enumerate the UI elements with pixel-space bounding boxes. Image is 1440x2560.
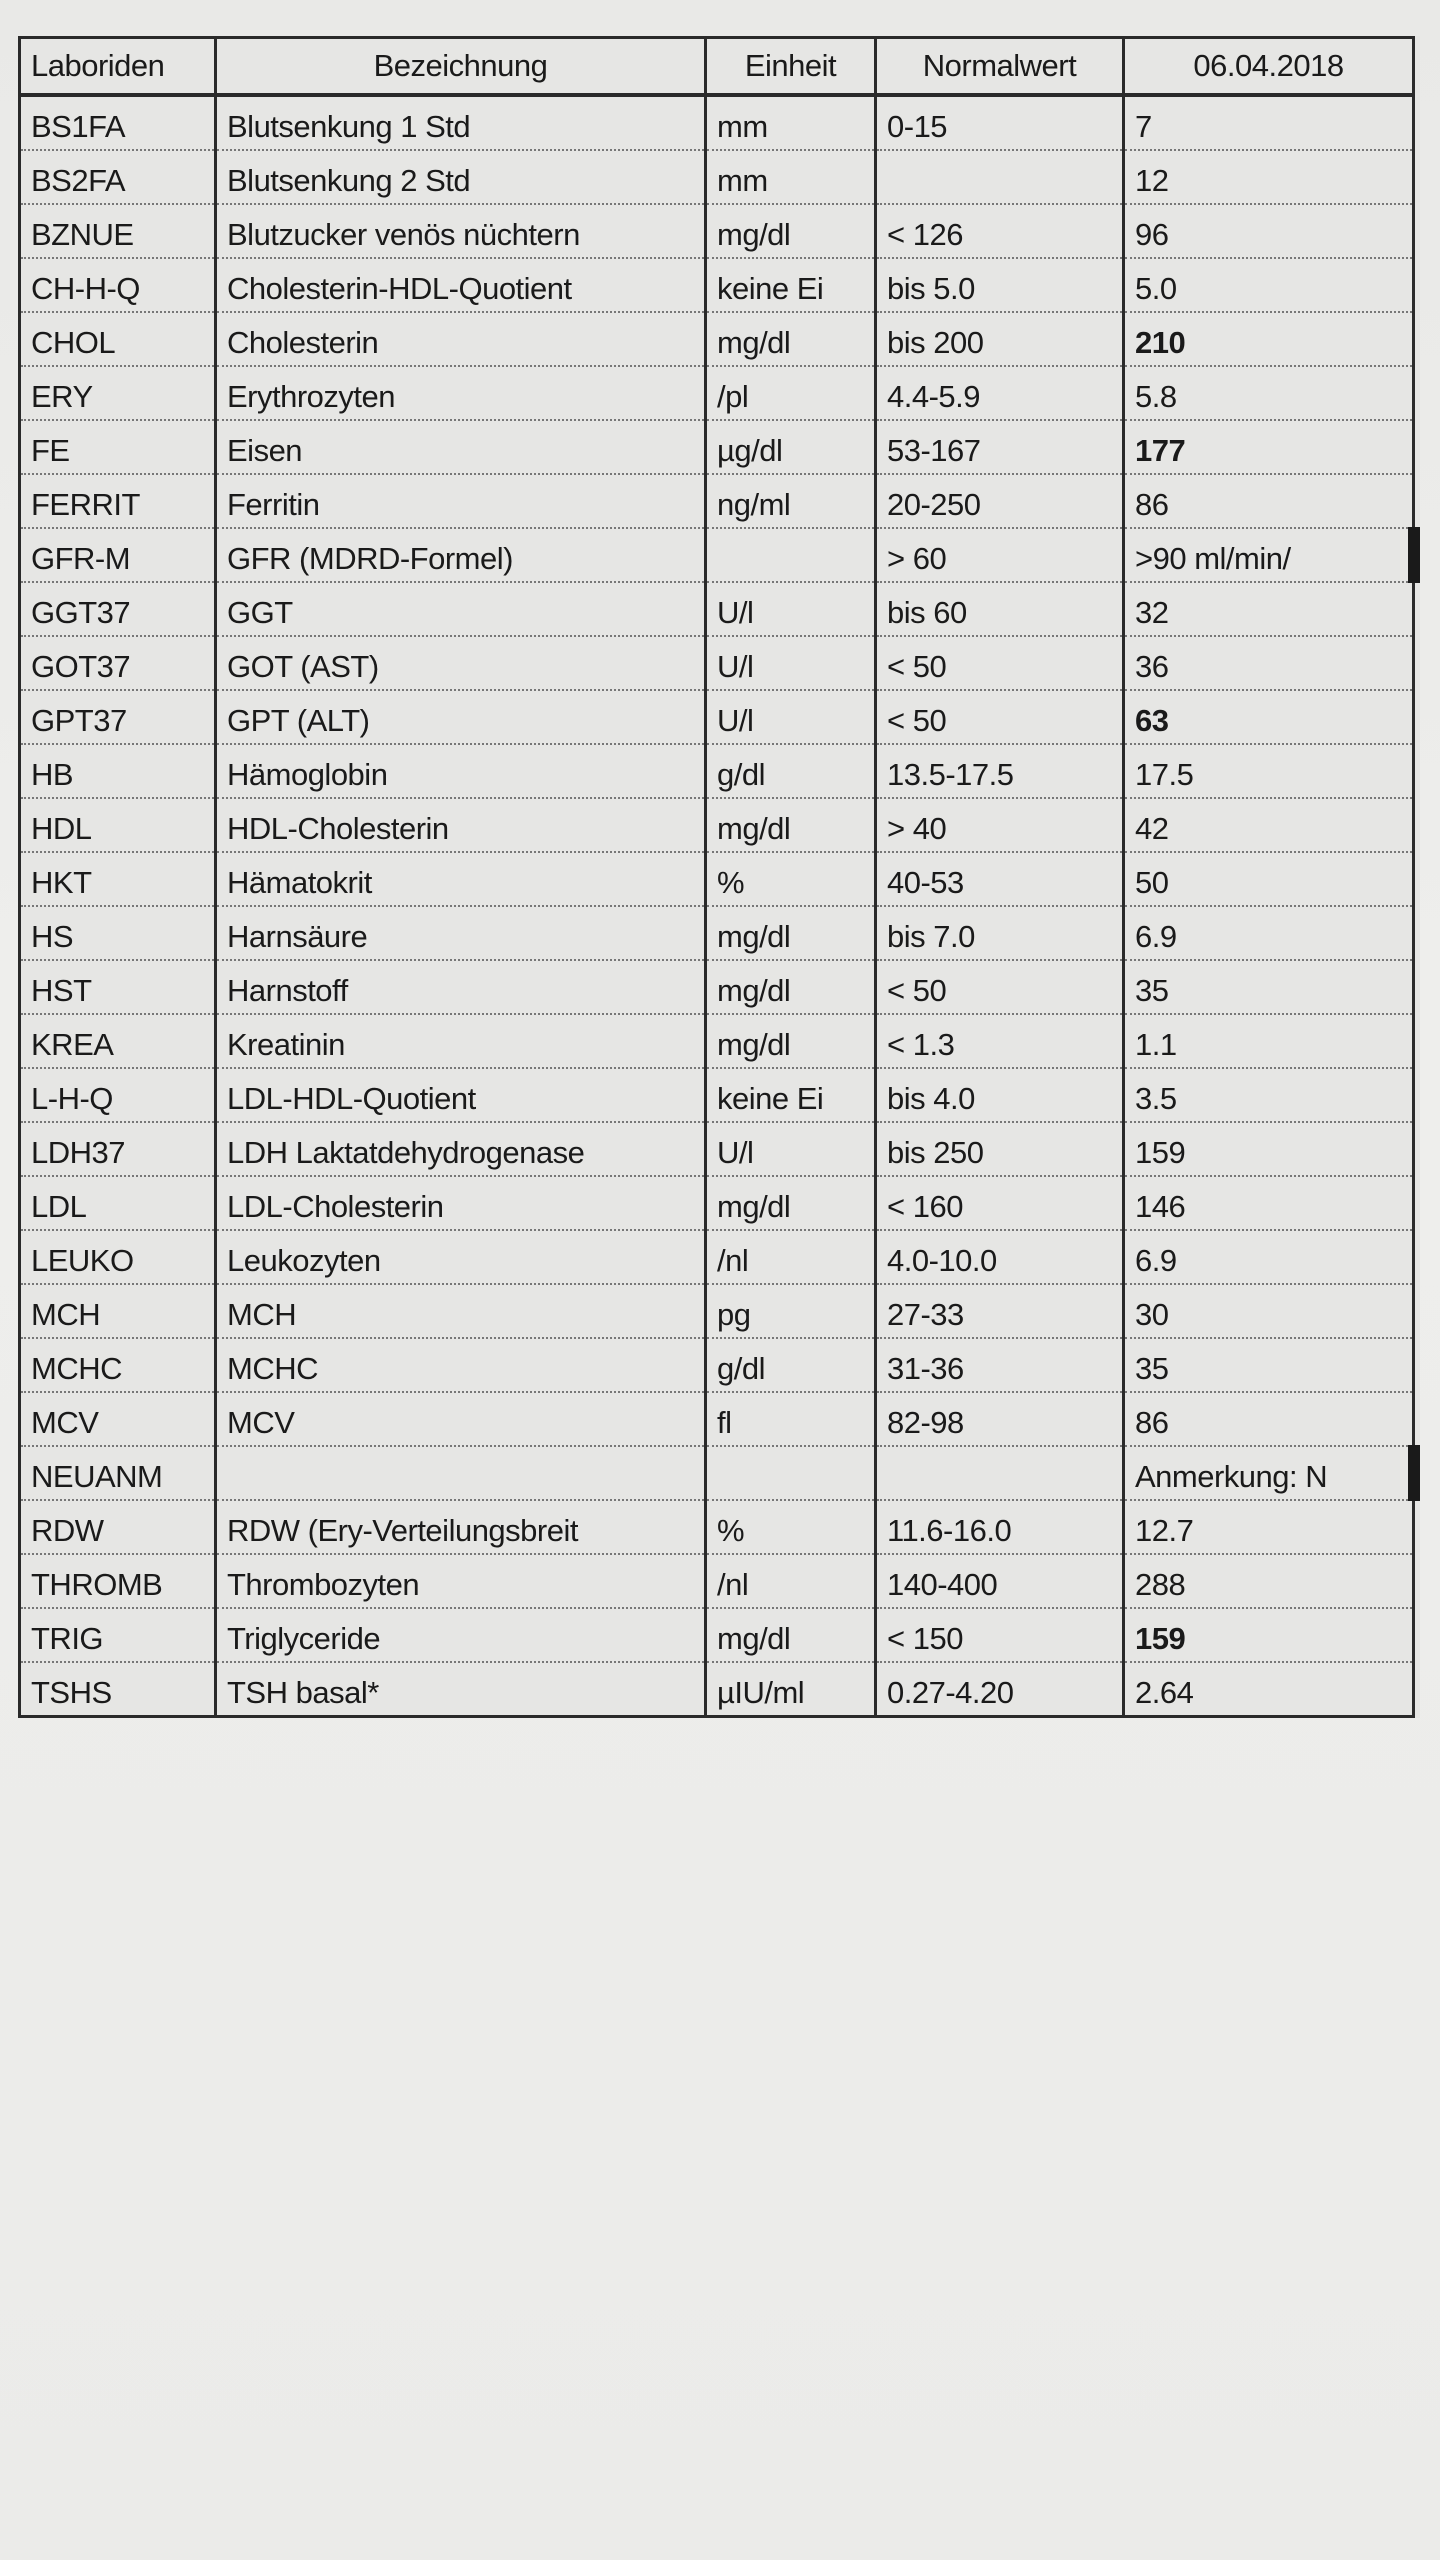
lab-id-cell: NEUANM (20, 1446, 216, 1500)
table-row (20, 636, 1414, 690)
test-name-cell: HDL-Cholesterin (216, 798, 706, 852)
result-value-cell: 17.5 (1124, 744, 1414, 798)
table-row (20, 366, 1414, 420)
normal-range-cell: 82-98 (876, 1392, 1124, 1446)
test-name-cell: MCV (216, 1392, 706, 1446)
lab-id-cell: HB (20, 744, 216, 798)
lab-id-cell: GOT37 (20, 636, 216, 690)
result-value-cell: 1.1 (1124, 1014, 1414, 1068)
table-row (20, 528, 1414, 582)
result-value-cell: 7 (1124, 95, 1414, 150)
normal-range-cell (876, 150, 1124, 204)
table-row (20, 1608, 1414, 1662)
test-name-cell: Blutsenkung 1 Std (216, 95, 706, 150)
test-name-cell: Harnstoff (216, 960, 706, 1014)
lab-id-cell: HS (20, 906, 216, 960)
normal-range-cell: bis 5.0 (876, 258, 1124, 312)
table-row (20, 1068, 1414, 1122)
lab-id-cell: RDW (20, 1500, 216, 1554)
table-row (20, 95, 1414, 150)
result-value-cell: 63 (1124, 690, 1414, 744)
normal-range-cell: > 40 (876, 798, 1124, 852)
unit-cell: % (706, 1500, 876, 1554)
result-value-cell: 5.0 (1124, 258, 1414, 312)
lab-id-cell: LDH37 (20, 1122, 216, 1176)
normal-range-cell: 140-400 (876, 1554, 1124, 1608)
result-value-cell: 210 (1124, 312, 1414, 366)
unit-cell: g/dl (706, 744, 876, 798)
unit-cell: µg/dl (706, 420, 876, 474)
table-row (20, 420, 1414, 474)
unit-cell: U/l (706, 690, 876, 744)
test-name-cell: GFR (MDRD-Formel) (216, 528, 706, 582)
test-name-cell: RDW (Ery-Verteilungsbreit (216, 1500, 706, 1554)
header-normalwert: Normalwert (876, 38, 1124, 96)
lab-id-cell: HST (20, 960, 216, 1014)
table-row (20, 582, 1414, 636)
table-row (20, 312, 1414, 366)
unit-cell: mm (706, 95, 876, 150)
table-row (20, 150, 1414, 204)
normal-range-cell: < 1.3 (876, 1014, 1124, 1068)
normal-range-cell: > 60 (876, 528, 1124, 582)
test-name-cell: Ferritin (216, 474, 706, 528)
result-value-cell: >90 ml/min/ (1124, 528, 1414, 582)
table-row (20, 1338, 1414, 1392)
result-value-cell: 6.9 (1124, 906, 1414, 960)
header-bezeichnung: Bezeichnung (216, 38, 706, 96)
normal-range-cell: bis 250 (876, 1122, 1124, 1176)
table-row (20, 1230, 1414, 1284)
result-value-cell: 36 (1124, 636, 1414, 690)
lab-id-cell: LDL (20, 1176, 216, 1230)
unit-cell: g/dl (706, 1338, 876, 1392)
lab-id-cell: GGT37 (20, 582, 216, 636)
lab-id-cell: BS1FA (20, 95, 216, 150)
result-value-cell: 2.64 (1124, 1662, 1414, 1717)
result-value-cell: 35 (1124, 1338, 1414, 1392)
header-date: 06.04.2018 (1124, 38, 1414, 96)
unit-cell: pg (706, 1284, 876, 1338)
test-name-cell: LDL-HDL-Quotient (216, 1068, 706, 1122)
lab-id-cell: MCH (20, 1284, 216, 1338)
normal-range-cell: < 160 (876, 1176, 1124, 1230)
result-value-cell: 50 (1124, 852, 1414, 906)
table-row (20, 258, 1414, 312)
lab-id-cell: MCV (20, 1392, 216, 1446)
unit-cell: /pl (706, 366, 876, 420)
normal-range-cell: 53-167 (876, 420, 1124, 474)
unit-cell: mg/dl (706, 204, 876, 258)
normal-range-cell: 13.5-17.5 (876, 744, 1124, 798)
result-value-cell: 86 (1124, 474, 1414, 528)
normal-range-cell: bis 7.0 (876, 906, 1124, 960)
result-value-cell: 12 (1124, 150, 1414, 204)
lab-id-cell: TRIG (20, 1608, 216, 1662)
test-name-cell: Blutsenkung 2 Std (216, 150, 706, 204)
table-row (20, 690, 1414, 744)
lab-id-cell: CH-H-Q (20, 258, 216, 312)
lab-id-cell: BZNUE (20, 204, 216, 258)
test-name-cell: LDH Laktatdehydrogenase (216, 1122, 706, 1176)
test-name-cell: LDL-Cholesterin (216, 1176, 706, 1230)
unit-cell: mg/dl (706, 960, 876, 1014)
table-row (20, 1176, 1414, 1230)
test-name-cell: Hämoglobin (216, 744, 706, 798)
table-row (20, 852, 1414, 906)
lab-id-cell: TSHS (20, 1662, 216, 1717)
unit-cell: U/l (706, 582, 876, 636)
table-row (20, 474, 1414, 528)
unit-cell: fl (706, 1392, 876, 1446)
table-row (20, 204, 1414, 258)
test-name-cell: Eisen (216, 420, 706, 474)
lab-id-cell: MCHC (20, 1338, 216, 1392)
test-name-cell (216, 1446, 706, 1500)
unit-cell (706, 1446, 876, 1500)
table-body (20, 95, 1414, 1717)
lab-id-cell: GFR-M (20, 528, 216, 582)
result-value-cell: 42 (1124, 798, 1414, 852)
lab-results-table (18, 36, 1420, 1718)
unit-cell: mm (706, 150, 876, 204)
test-name-cell: MCH (216, 1284, 706, 1338)
unit-cell: mg/dl (706, 906, 876, 960)
result-value-cell: 6.9 (1124, 1230, 1414, 1284)
result-value-cell: 288 (1124, 1554, 1414, 1608)
table-row (20, 906, 1414, 960)
normal-range-cell: < 50 (876, 690, 1124, 744)
unit-cell: mg/dl (706, 312, 876, 366)
table-row (20, 1284, 1414, 1338)
normal-range-cell: 4.0-10.0 (876, 1230, 1124, 1284)
test-name-cell: Hämatokrit (216, 852, 706, 906)
unit-cell: U/l (706, 636, 876, 690)
table-row (20, 1122, 1414, 1176)
normal-range-cell: < 50 (876, 960, 1124, 1014)
result-value-cell: 96 (1124, 204, 1414, 258)
lab-id-cell: GPT37 (20, 690, 216, 744)
result-value-cell: 30 (1124, 1284, 1414, 1338)
normal-range-cell: 11.6-16.0 (876, 1500, 1124, 1554)
unit-cell: /nl (706, 1230, 876, 1284)
result-value-cell: 12.7 (1124, 1500, 1414, 1554)
result-value-cell: 3.5 (1124, 1068, 1414, 1122)
test-name-cell: MCHC (216, 1338, 706, 1392)
unit-cell: µIU/ml (706, 1662, 876, 1717)
unit-cell: keine Ei (706, 258, 876, 312)
lab-id-cell: CHOL (20, 312, 216, 366)
normal-range-cell: < 150 (876, 1608, 1124, 1662)
result-value-cell: 146 (1124, 1176, 1414, 1230)
test-name-cell: Leukozyten (216, 1230, 706, 1284)
unit-cell: mg/dl (706, 1608, 876, 1662)
table-row (20, 1392, 1414, 1446)
table-row (20, 1014, 1414, 1068)
table-row (20, 960, 1414, 1014)
lab-id-cell: LEUKO (20, 1230, 216, 1284)
test-name-cell: GGT (216, 582, 706, 636)
normal-range-cell: < 126 (876, 204, 1124, 258)
unit-cell: /nl (706, 1554, 876, 1608)
normal-range-cell: 40-53 (876, 852, 1124, 906)
result-value-cell: Anmerkung: N (1124, 1446, 1414, 1500)
lab-id-cell: FERRIT (20, 474, 216, 528)
test-name-cell: Cholesterin (216, 312, 706, 366)
test-name-cell: Blutzucker venös nüchtern (216, 204, 706, 258)
normal-range-cell: 27-33 (876, 1284, 1124, 1338)
result-value-cell: 5.8 (1124, 366, 1414, 420)
unit-cell: keine Ei (706, 1068, 876, 1122)
normal-range-cell: bis 200 (876, 312, 1124, 366)
normal-range-cell: 4.4-5.9 (876, 366, 1124, 420)
result-value-cell: 159 (1124, 1122, 1414, 1176)
header-einheit: Einheit (706, 38, 876, 96)
normal-range-cell: 31-36 (876, 1338, 1124, 1392)
normal-range-cell: bis 4.0 (876, 1068, 1124, 1122)
result-value-cell: 159 (1124, 1608, 1414, 1662)
result-value-cell: 35 (1124, 960, 1414, 1014)
lab-id-cell: FE (20, 420, 216, 474)
header-laboriden: Laboriden (20, 38, 216, 96)
unit-cell: % (706, 852, 876, 906)
table-row (20, 1446, 1414, 1500)
test-name-cell: Triglyceride (216, 1608, 706, 1662)
table-row (20, 744, 1414, 798)
test-name-cell: Kreatinin (216, 1014, 706, 1068)
lab-id-cell: L-H-Q (20, 1068, 216, 1122)
unit-cell: mg/dl (706, 1176, 876, 1230)
unit-cell: U/l (706, 1122, 876, 1176)
normal-range-cell (876, 1446, 1124, 1500)
lab-id-cell: THROMB (20, 1554, 216, 1608)
result-value-cell: 86 (1124, 1392, 1414, 1446)
table-row (20, 1662, 1414, 1717)
unit-cell: mg/dl (706, 1014, 876, 1068)
header-row (20, 38, 1414, 96)
result-value-cell: 177 (1124, 420, 1414, 474)
lab-id-cell: BS2FA (20, 150, 216, 204)
test-name-cell: GPT (ALT) (216, 690, 706, 744)
normal-range-cell: 0-15 (876, 95, 1124, 150)
normal-range-cell: bis 60 (876, 582, 1124, 636)
lab-id-cell: HKT (20, 852, 216, 906)
lab-id-cell: HDL (20, 798, 216, 852)
test-name-cell: GOT (AST) (216, 636, 706, 690)
unit-cell (706, 528, 876, 582)
unit-cell: ng/ml (706, 474, 876, 528)
unit-cell: mg/dl (706, 798, 876, 852)
test-name-cell: Cholesterin-HDL-Quotient (216, 258, 706, 312)
normal-range-cell: 20-250 (876, 474, 1124, 528)
test-name-cell: Harnsäure (216, 906, 706, 960)
normal-range-cell: < 50 (876, 636, 1124, 690)
test-name-cell: TSH basal* (216, 1662, 706, 1717)
result-value-cell: 32 (1124, 582, 1414, 636)
table-row (20, 1554, 1414, 1608)
table-row (20, 798, 1414, 852)
test-name-cell: Erythrozyten (216, 366, 706, 420)
lab-id-cell: ERY (20, 366, 216, 420)
test-name-cell: Thrombozyten (216, 1554, 706, 1608)
lab-id-cell: KREA (20, 1014, 216, 1068)
normal-range-cell: 0.27-4.20 (876, 1662, 1124, 1717)
table-row (20, 1500, 1414, 1554)
